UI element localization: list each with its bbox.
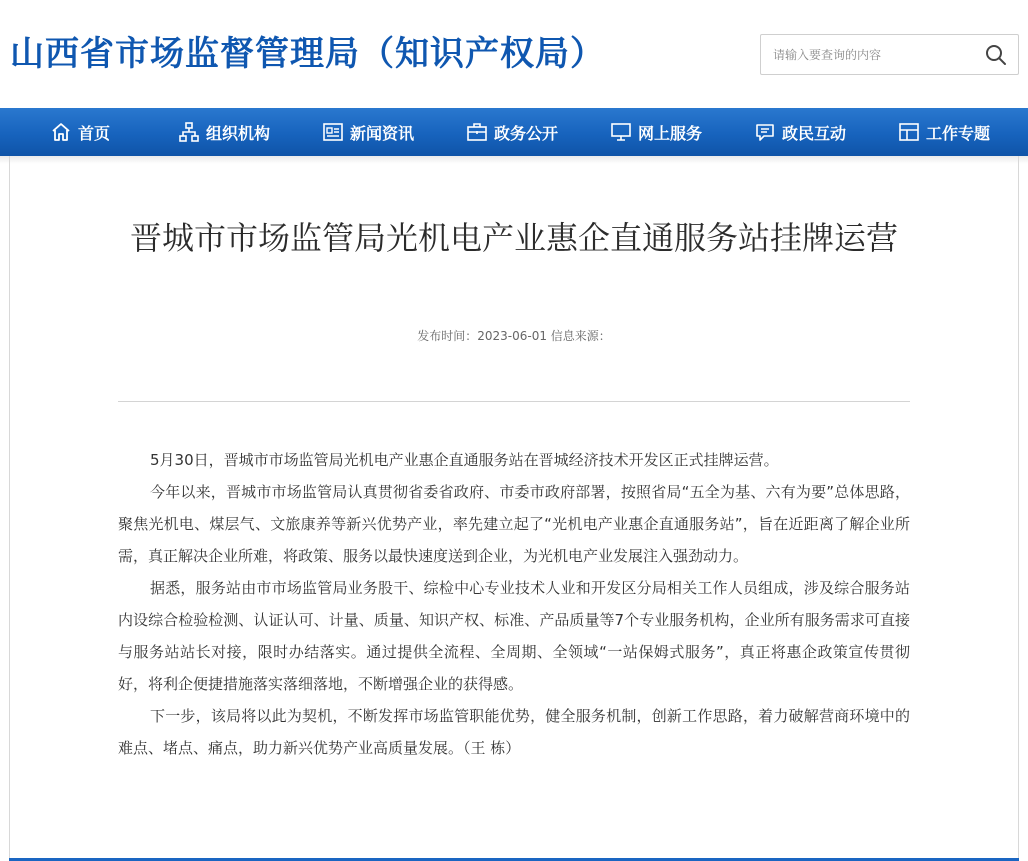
search-box: [760, 34, 1019, 75]
article-paragraph: 5月30日，晋城市市场监管局光机电产业惠企直通服务站在晋城经济技术开发区正式挂牌运营。: [150, 451, 779, 469]
nav-item-label: 首页: [78, 123, 111, 143]
site-title[interactable]: 山西省市场监督管理局（知识产权局）: [10, 34, 605, 74]
layout-icon: [898, 121, 920, 143]
monitor-icon: [610, 121, 632, 143]
divider: [118, 401, 910, 402]
nav-item-online-service[interactable]: [610, 108, 702, 156]
org-chart-icon: [178, 121, 200, 143]
nav-item-label: 网上服务: [638, 123, 703, 143]
article-paragraph: 今年以来，晋城市市场监管局认真贯彻省委省政府、市委市政府部署，按照省局“五全为基、六有为要”总体思路，聚焦光机电、煤层气、文旅康养等新兴优势产业，率先建立起了“光机电产业惠企直通服务站”，旨在近距离了解企业所需，真正解决企业所难，将政策、服务以最快速度送到企业，为光机电产业发展注入强劲动力。: [118, 483, 910, 565]
article-paragraph: 据悉，服务站由市市场监管局业务股干、综检中心专业技术人业和开发区分局相关工作人员组成，涉及综合服务站内设综合检验检测、认证认可、计量、质量、知识产权、标准、产品质量等7个专业服务机构，企业所有服务需求可直接与服务站站长对接，限时办结落实。通过提供全流程、全周期、全领域“一站保姆式服务”，真正将惠企政策宣传贯彻好，将利企便捷措施落实落细落地，不断增强企业的获得感。: [118, 579, 910, 693]
home-icon: [50, 121, 72, 143]
chat-icon: [754, 121, 776, 143]
content-frame-left: [9, 156, 10, 861]
search-icon[interactable]: [984, 43, 1008, 67]
article-paragraph: 下一步，该局将以此为契机，不断发挥市场监管职能优势，健全服务机制，创新工作思路，着力破解营商环境中的难点、堵点、痛点，助力新兴优势产业高质量发展。（王 栋）: [118, 707, 910, 757]
nav-item-label: 组织机构: [206, 123, 271, 143]
nav-item-gov-affairs[interactable]: [466, 108, 558, 156]
news-icon: [322, 121, 344, 143]
nav-item-label: 工作专题: [926, 123, 991, 143]
nav-item-label: 政务公开: [494, 123, 559, 143]
article-title: 晋城市市场监管局光机电产业惠企直通服务站挂牌运营: [129, 219, 898, 257]
article-meta: 发布时间：2023-06-01 信息来源：: [417, 329, 611, 343]
nav-item-news[interactable]: [322, 108, 414, 156]
briefcase-icon: [466, 121, 488, 143]
nav-item-org[interactable]: [178, 108, 270, 156]
nav-item-label: 政民互动: [782, 123, 847, 143]
content-frame-right: [1018, 156, 1019, 861]
nav-item-interaction[interactable]: [754, 108, 846, 156]
search-input[interactable]: [773, 35, 973, 74]
main-nav: [0, 108, 1028, 156]
article-body: [118, 444, 910, 764]
nav-item-label: 新闻资讯: [350, 123, 415, 143]
nav-item-home[interactable]: [50, 108, 110, 156]
site-header: [0, 0, 1028, 108]
nav-item-topics[interactable]: [898, 108, 990, 156]
nav-shadow: [0, 156, 1028, 164]
